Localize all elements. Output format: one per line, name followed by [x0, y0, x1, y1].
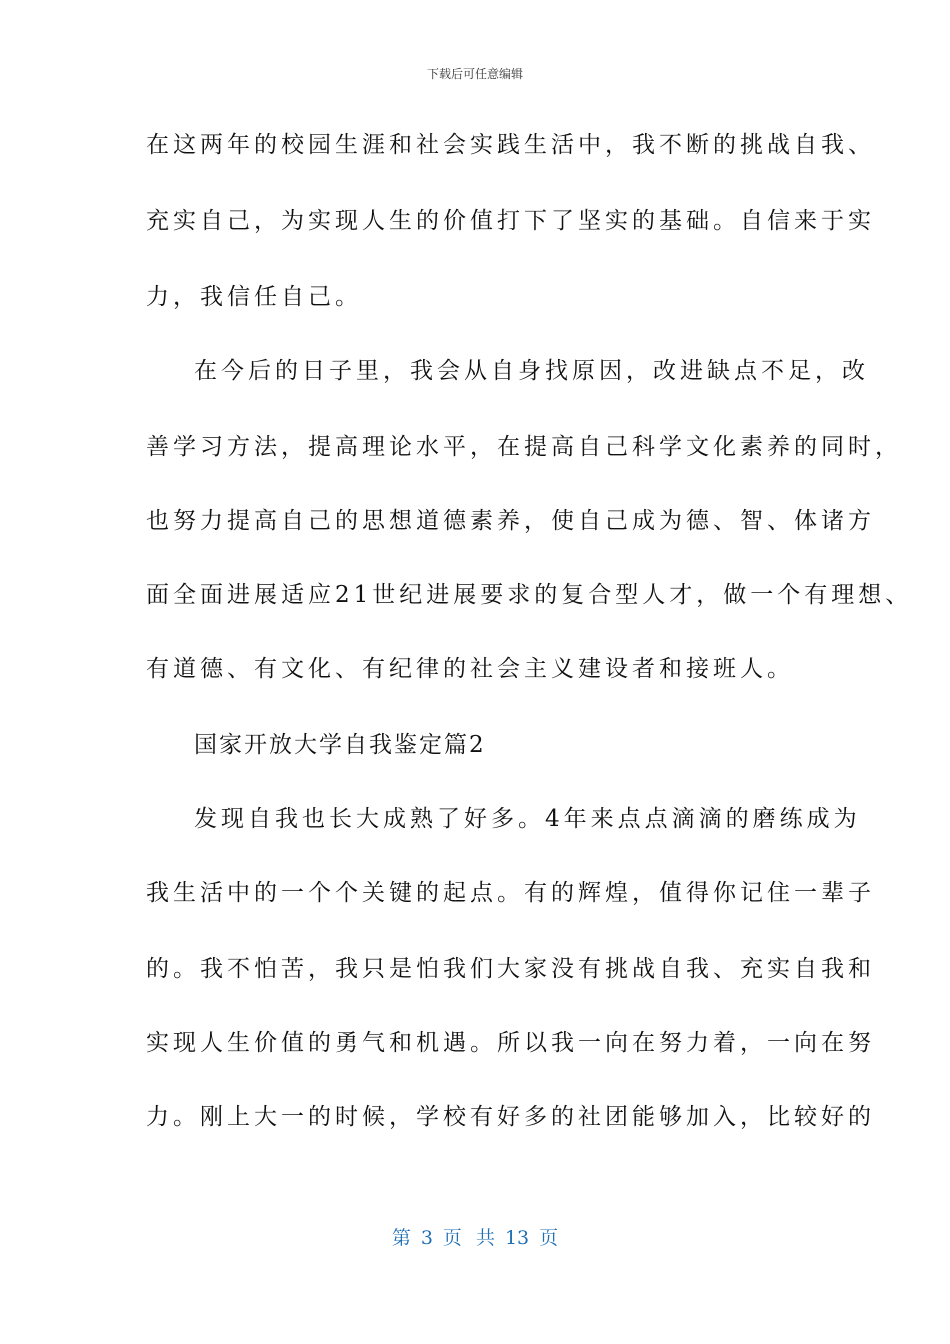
text-line: 力。刚上大一的时候，学校有好多的社团能够加入，比较好的	[146, 1104, 875, 1130]
current-page-number: 3	[420, 1227, 433, 1249]
section-heading: 国家开放大学自我鉴定篇2	[194, 732, 486, 758]
text-line: 也努力提高自己的思想道德素养，使自己成为德、智、体诸方	[146, 508, 875, 534]
text-line: 面全面进展适应21世纪进展要求的复合型人才，做一个有理想、	[146, 582, 913, 608]
text-line: 的。我不怕苦，我只是怕我们大家没有挑战自我、充实自我和	[146, 956, 875, 982]
footer-prefix: 第	[391, 1227, 411, 1249]
text-line: 力，我信任自己。	[146, 284, 362, 310]
text-line: 我生活中的一个个关键的起点。有的辉煌，值得你记住一辈子	[146, 880, 875, 906]
page-header: 下载后可任意编辑	[426, 67, 523, 81]
text-line: 在这两年的校园生涯和社会实践生活中，我不断的挑战自我、	[146, 132, 875, 158]
text-line: 实现人生价值的勇气和机遇。所以我一向在努力着，一向在努	[146, 1030, 875, 1056]
page-footer	[0, 1226, 950, 1250]
paragraph-start-line: 发现自我也长大成熟了好多。4年来点点滴滴的磨练成为	[194, 806, 861, 832]
text-line: 善学习方法，提高理论水平，在提高自己科学文化素养的同时，	[146, 434, 902, 460]
footer-middle: 页 共	[442, 1227, 495, 1249]
total-page-count: 13	[504, 1227, 530, 1249]
text-line: 充实自己，为实现人生的价值打下了坚实的基础。自信来于实	[146, 208, 875, 234]
footer-suffix: 页	[539, 1227, 559, 1249]
paragraph-start-line: 在今后的日子里，我会从自身找原因，改进缺点不足，改	[194, 358, 869, 384]
text-line: 有道德、有文化、有纪律的社会主义建设者和接班人。	[146, 656, 794, 682]
